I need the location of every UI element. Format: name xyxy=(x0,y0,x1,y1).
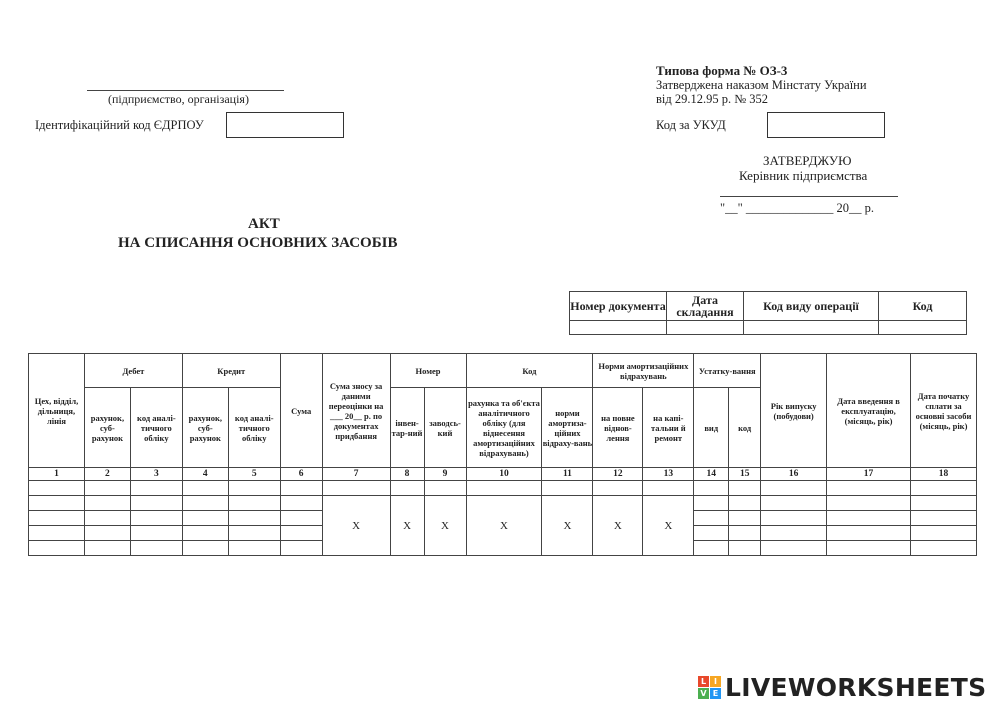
payment-header: Дата початку сплати за основні засоби (місяць, рік) xyxy=(911,354,977,468)
table-cell[interactable] xyxy=(130,511,182,526)
x-mark-cell: Х xyxy=(593,496,643,556)
table-cell[interactable] xyxy=(542,481,593,496)
x-mark-cell: Х xyxy=(424,496,466,556)
table-cell[interactable] xyxy=(228,496,280,511)
approve-date: "__" ______________ 20__ р. xyxy=(720,201,874,215)
table-cell[interactable] xyxy=(761,481,827,496)
table-cell[interactable] xyxy=(593,481,643,496)
table-cell[interactable] xyxy=(29,481,85,496)
table-cell[interactable] xyxy=(390,481,424,496)
table-cell[interactable] xyxy=(280,511,322,526)
table-cell[interactable] xyxy=(827,526,911,541)
liveworksheets-icon xyxy=(698,676,721,699)
credit-header: Кредит xyxy=(182,354,280,388)
table-cell[interactable] xyxy=(182,526,228,541)
debit-header: Дебет xyxy=(84,354,182,388)
col-number: 2 xyxy=(84,468,130,481)
doc-number-header: Номер документа xyxy=(570,292,667,321)
col-number: 12 xyxy=(593,468,643,481)
col-number: 7 xyxy=(322,468,390,481)
approve-role: Керівник підприємства xyxy=(739,168,868,183)
table-cell[interactable] xyxy=(729,526,761,541)
table-cell[interactable] xyxy=(280,541,322,556)
table-cell[interactable] xyxy=(84,526,130,541)
code-header: Код xyxy=(879,292,967,321)
code-cell[interactable] xyxy=(879,321,967,335)
full-restoration-header: на повне віднов-лення xyxy=(593,388,643,468)
document-info-table xyxy=(569,291,967,335)
table-cell[interactable] xyxy=(280,481,322,496)
table-cell[interactable] xyxy=(729,496,761,511)
table-cell[interactable] xyxy=(761,541,827,556)
operation-code-cell[interactable] xyxy=(744,321,879,335)
table-cell[interactable] xyxy=(29,511,85,526)
table-cell[interactable] xyxy=(29,526,85,541)
col-number: 11 xyxy=(542,468,593,481)
approve-title: ЗАТВЕРДЖУЮ xyxy=(763,153,852,168)
operation-code-header: Код виду операції xyxy=(744,292,879,321)
table-cell[interactable] xyxy=(466,481,542,496)
edrpou-label: Ідентифікаційний код ЄДРПОУ xyxy=(35,118,204,132)
table-cell[interactable] xyxy=(694,481,729,496)
col-number: 6 xyxy=(280,468,322,481)
table-cell[interactable] xyxy=(761,526,827,541)
x-mark-cell: Х xyxy=(322,496,390,556)
table-cell[interactable] xyxy=(424,481,466,496)
x-mark-cell: Х xyxy=(390,496,424,556)
table-cell[interactable] xyxy=(322,481,390,496)
col-number: 18 xyxy=(911,468,977,481)
fixed-assets-table xyxy=(28,353,977,556)
credit-account-header: рахунок, суб-рахунок xyxy=(182,388,228,468)
table-cell[interactable] xyxy=(911,511,977,526)
depreciation-header: Сума зносу за даними переоцінки на ___ 20__ р. по документах придбання xyxy=(322,354,390,468)
doc-date-cell[interactable] xyxy=(667,321,744,335)
capital-repair-header: на капі-тальни й ремонт xyxy=(643,388,694,468)
table-cell[interactable] xyxy=(729,511,761,526)
table-cell[interactable] xyxy=(827,511,911,526)
table-cell[interactable] xyxy=(761,511,827,526)
table-cell[interactable] xyxy=(228,511,280,526)
col-number: 14 xyxy=(694,468,729,481)
table-cell[interactable] xyxy=(911,481,977,496)
table-cell[interactable] xyxy=(694,496,729,511)
table-cell[interactable] xyxy=(827,496,911,511)
edrpou-input[interactable] xyxy=(226,112,344,138)
logo-letter: E xyxy=(710,688,721,699)
table-cell[interactable] xyxy=(130,496,182,511)
logo-letter: I xyxy=(710,676,721,687)
table-cell[interactable] xyxy=(130,541,182,556)
org-caption: (підприємство, організація) xyxy=(108,92,249,106)
norms-header: Норми амортизаційних відрахувань xyxy=(593,354,694,388)
x-mark-cell: Х xyxy=(542,496,593,556)
table-cell[interactable] xyxy=(84,541,130,556)
org-name-line xyxy=(87,78,284,91)
col-number: 17 xyxy=(827,468,911,481)
table-cell[interactable] xyxy=(280,526,322,541)
table-cell[interactable] xyxy=(228,526,280,541)
table-cell[interactable] xyxy=(911,526,977,541)
table-cell[interactable] xyxy=(761,496,827,511)
ukud-label: Код за УКУД xyxy=(656,118,726,132)
x-mark-cell: Х xyxy=(466,496,542,556)
col-number: 3 xyxy=(130,468,182,481)
col-number: 9 xyxy=(424,468,466,481)
debit-analytic-header: код аналі-тичного обліку xyxy=(130,388,182,468)
approved-line1: Затверджена наказом Мінстату України xyxy=(656,78,867,92)
liveworksheets-logo xyxy=(698,672,986,702)
logo-letter: L xyxy=(698,676,709,687)
logo-text: LIVEWORKSHEETS xyxy=(725,672,987,702)
commission-header: Дата введення в експлуатацію, (місяць, рік) xyxy=(827,354,911,468)
table-cell[interactable] xyxy=(827,541,911,556)
factory-number-header: заводсь-кий xyxy=(424,388,466,468)
table-cell[interactable] xyxy=(182,496,228,511)
table-cell[interactable] xyxy=(911,496,977,511)
col-number: 1 xyxy=(29,468,85,481)
ukud-input[interactable] xyxy=(767,112,885,138)
col-number: 16 xyxy=(761,468,827,481)
table-cell[interactable] xyxy=(729,541,761,556)
table-cell[interactable] xyxy=(694,526,729,541)
table-cell[interactable] xyxy=(84,481,130,496)
number-header: Номер xyxy=(390,354,466,388)
col-number: 15 xyxy=(729,468,761,481)
equipment-code-header: код xyxy=(729,388,761,468)
col-number: 13 xyxy=(643,468,694,481)
table-cell[interactable] xyxy=(643,481,694,496)
table-cell[interactable] xyxy=(130,526,182,541)
form-title: Типова форма № ОЗ-3 xyxy=(656,63,788,78)
debit-account-header: рахунок, суб-рахунок xyxy=(84,388,130,468)
col-number: 10 xyxy=(466,468,542,481)
depreciation-norm-header: норми амортиза-ційних відраху-вань xyxy=(542,388,593,468)
table-cell[interactable] xyxy=(911,541,977,556)
table-cell[interactable] xyxy=(729,481,761,496)
sum-header: Сума xyxy=(280,354,322,468)
table-cell[interactable] xyxy=(694,511,729,526)
table-cell[interactable] xyxy=(694,541,729,556)
table-cell[interactable] xyxy=(228,541,280,556)
table-cell[interactable] xyxy=(280,496,322,511)
doc-number-cell[interactable] xyxy=(570,321,667,335)
approved-line2: від 29.12.95 р. № 352 xyxy=(656,92,769,106)
code-group-header: Код xyxy=(466,354,593,388)
x-mark-cell: Х xyxy=(643,496,694,556)
signature-line xyxy=(720,184,898,197)
table-cell[interactable] xyxy=(827,481,911,496)
col-number: 4 xyxy=(182,468,228,481)
table-cell[interactable] xyxy=(228,481,280,496)
doc-date-header: Дата складання xyxy=(667,292,744,321)
table-cell[interactable] xyxy=(182,511,228,526)
act-title: АКТ xyxy=(248,216,280,232)
inventory-number-header: інвен-тар-ний xyxy=(390,388,424,468)
act-subtitle: НА СПИСАННЯ ОСНОВНИХ ЗАСОБІВ xyxy=(118,235,398,251)
table-cell[interactable] xyxy=(29,496,85,511)
table-cell[interactable] xyxy=(29,541,85,556)
table-cell[interactable] xyxy=(84,496,130,511)
col-number: 5 xyxy=(228,468,280,481)
credit-analytic-header: код аналі-тичного обліку xyxy=(228,388,280,468)
equipment-type-header: вид xyxy=(694,388,729,468)
logo-letter: V xyxy=(698,688,709,699)
col-number: 8 xyxy=(390,468,424,481)
table-cell[interactable] xyxy=(182,541,228,556)
table-cell[interactable] xyxy=(84,511,130,526)
account-object-header: рахунка та об'єкта аналітичного обліку (для віднесення амортизаційних відрахувань) xyxy=(466,388,542,468)
shop-header: Цех, відділ, дільниця, лінія xyxy=(29,354,85,468)
year-header: Рік випуску (побудови) xyxy=(761,354,827,468)
table-cell[interactable] xyxy=(182,481,228,496)
equipment-header: Устатку-вання xyxy=(694,354,761,388)
table-cell[interactable] xyxy=(130,481,182,496)
